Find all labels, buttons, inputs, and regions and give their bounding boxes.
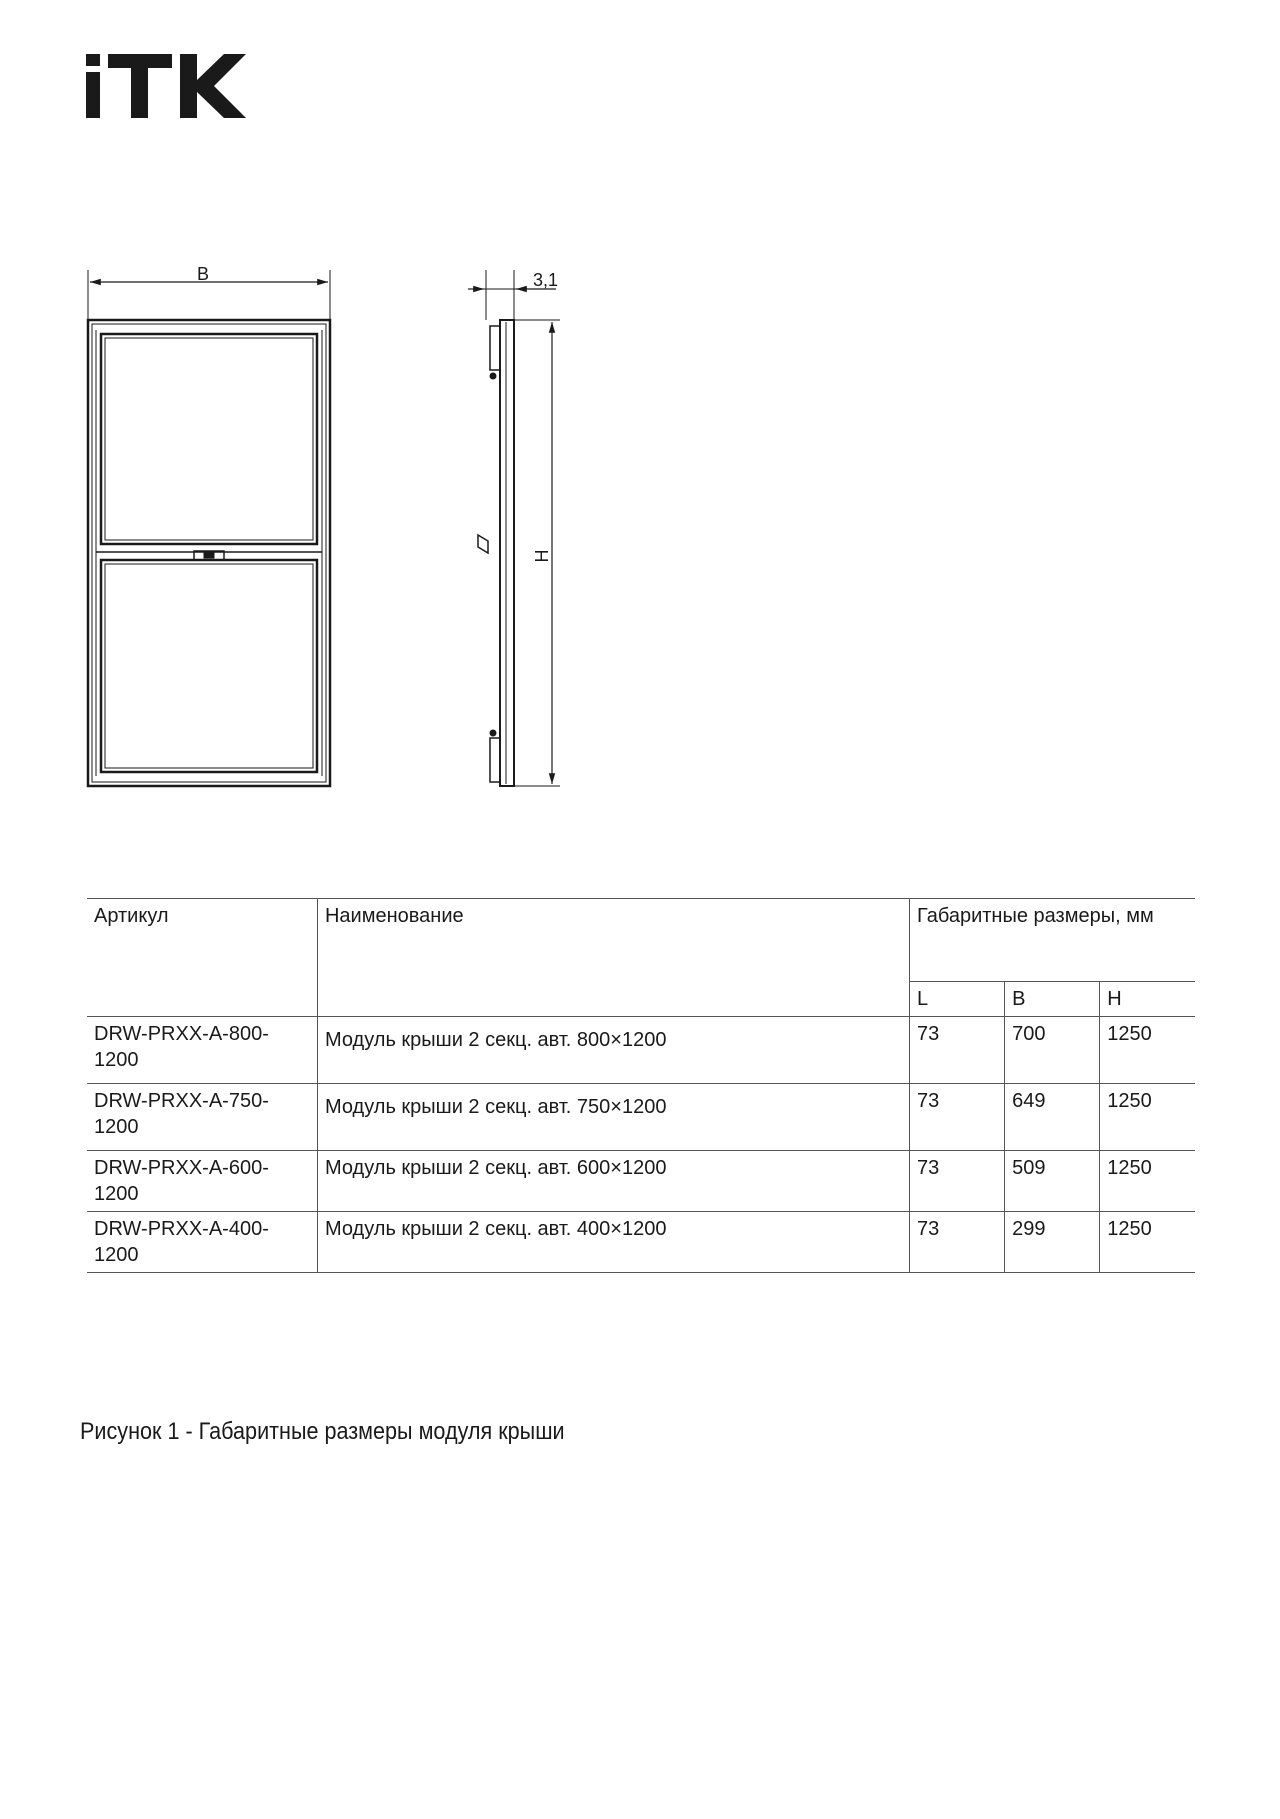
b-cell: 700 [1005, 1017, 1100, 1084]
article-cell [87, 1212, 317, 1273]
l-cell: 73 [910, 1084, 1005, 1151]
article-line-2: 1200 [94, 1049, 139, 1071]
front-view [88, 270, 330, 786]
dimensions-table [87, 898, 1195, 1273]
article-cell [87, 1084, 317, 1151]
article-line-1: DRW-PRXX-A-750- [94, 1090, 269, 1112]
l-cell: 73 [910, 1212, 1005, 1273]
dimension-label-b: B [196, 264, 210, 284]
article-line-1: DRW-PRXX-A-400- [94, 1218, 269, 1240]
header-name: Наименование [317, 899, 909, 1017]
table-row [87, 1212, 1195, 1273]
name-cell: Модуль крыши 2 секц. авт. 600×1200 [317, 1151, 909, 1212]
h-cell: 1250 [1100, 1017, 1195, 1084]
header-h: H [1100, 982, 1195, 1017]
name-cell: Модуль крыши 2 секц. авт. 400×1200 [317, 1212, 909, 1273]
figure-caption: Рисунок 1 - Габаритные размеры модуля крыши [80, 1418, 565, 1445]
table-row [87, 1017, 1195, 1084]
dimension-label-thickness: 3,1 [533, 270, 559, 290]
article-line-2: 1200 [94, 1183, 139, 1205]
h-cell: 1250 [1100, 1151, 1195, 1212]
article-cell [87, 1017, 317, 1084]
dimension-label-h: H [532, 549, 552, 563]
header-b: B [1005, 982, 1100, 1017]
article-cell [87, 1151, 317, 1212]
table-row [87, 1151, 1195, 1212]
name-cell: Модуль крыши 2 секц. авт. 800×1200 [317, 1017, 909, 1084]
table-row [87, 1084, 1195, 1151]
article-line-2: 1200 [94, 1116, 139, 1138]
b-cell: 649 [1005, 1084, 1100, 1151]
header-dimensions: Габаритные размеры, мм [910, 899, 1195, 982]
h-cell: 1250 [1100, 1212, 1195, 1273]
b-cell: 299 [1005, 1212, 1100, 1273]
b-cell: 509 [1005, 1151, 1100, 1212]
h-cell: 1250 [1100, 1084, 1195, 1151]
header-l: L [910, 982, 1005, 1017]
article-line-2: 1200 [94, 1244, 139, 1266]
article-line-1: DRW-PRXX-A-800- [94, 1023, 269, 1045]
roof-module-drawing [0, 0, 1280, 820]
article-line-1: DRW-PRXX-A-600- [94, 1157, 269, 1179]
l-cell: 73 [910, 1151, 1005, 1212]
name-cell: Модуль крыши 2 секц. авт. 750×1200 [317, 1084, 909, 1151]
side-view [468, 270, 560, 786]
l-cell: 73 [910, 1017, 1005, 1084]
header-article: Артикул [87, 899, 317, 1017]
